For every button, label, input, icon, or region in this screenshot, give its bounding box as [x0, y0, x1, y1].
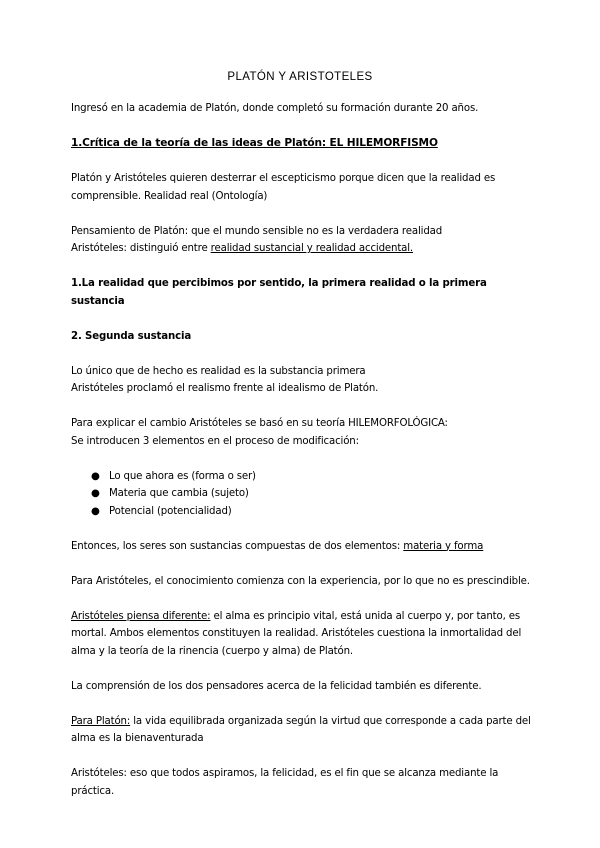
bullet-icon: ●: [91, 505, 100, 517]
document-title: PLATÓN Y ARISTOTELES: [227, 71, 373, 83]
thinks-underlined: Aristóteles piensa diferente:: [71, 610, 211, 622]
aristotle-line-1: Aristóteles: eso que todos aspiramos, la felicidad, es el fin que se alcanza mediante la: [71, 768, 499, 779]
first-reality-heading: 1.La realidad que percibimos por sentido, la primera realidad o la primera sustancia: [71, 278, 487, 307]
bullet-icon: ●: [91, 470, 100, 482]
list-item-text: Materia que cambia (sujeto): [109, 488, 249, 499]
bullet-icon: ●: [91, 488, 100, 499]
aristotle-line-2: práctica.: [71, 785, 115, 797]
happiness-paragraph: La comprensión de los dos pensadores acerca de la felicidad también es diferente.: [71, 680, 482, 692]
list-item: [71, 468, 541, 486]
list-item-text: Lo que ahora es (forma o ser): [109, 470, 256, 482]
beings-text: Entonces, los seres son sustancias compuestas de dos elementos:: [71, 540, 404, 552]
beings-underlined: materia y forma: [403, 540, 484, 552]
list-item: [71, 485, 541, 503]
thinks-line-2: mortal. Ambos elementos constituyen la realidad. Aristóteles cuestiona la inmortalidad del: [71, 628, 522, 639]
section-heading: 1.Crítica de la teoría de las ideas de Platón: EL HILEMORFISMO: [71, 137, 438, 149]
plato-underlined: Para Platón:: [71, 715, 131, 727]
knowledge-paragraph: Para Aristóteles, el conocimiento comienza con la experiencia, por lo que no es prescindible.: [71, 575, 530, 587]
list-item: [71, 503, 541, 521]
change-line-2: Se introducen 3 elementos en el proceso de modificación:: [71, 435, 359, 447]
aristotle-distinguished-text: Aristóteles: distinguió entre: [71, 243, 211, 254]
plato-thought: Pensamiento de Platón: que el mundo sensible no es la verdadera realidad: [71, 225, 443, 237]
aristotle-distinguished-underlined: realidad sustancial y realidad accidental.: [210, 243, 414, 254]
skepticism-line-2: comprensible. Realidad real (Ontología): [71, 190, 268, 202]
second-substance-heading: 2. Segunda sustancia: [71, 330, 192, 342]
thinks-line-3: alma y la teoría de la rinencia (cuerpo y alma) de Platón.: [71, 645, 354, 657]
aristotle-distinguished: [71, 240, 541, 258]
change-line-1: Para explicar el cambio Aristóteles se basó en su teoría HILEMORFOLÓGICA:: [71, 418, 448, 429]
only-real-line-1: Lo único que de hecho es realidad es la substancia primera: [71, 365, 366, 377]
elements-list: [71, 468, 541, 521]
intro-paragraph: Ingresó en la academia de Platón, donde completó su formación durante 20 años.: [71, 103, 479, 114]
beings-paragraph: [71, 538, 541, 556]
skepticism-line-1: Platón y Aristóteles quieren desterrar el escepticismo porque dicen que la realidad es: [71, 173, 496, 184]
document-body: [71, 100, 541, 800]
list-item-text: Potencial (potencialidad): [109, 505, 232, 517]
plato-line-1: [71, 713, 541, 731]
only-real-line-2: Aristóteles proclamó el realismo frente al idealismo de Platón.: [71, 383, 379, 394]
plato-line-2: alma es la bienaventurada: [71, 733, 204, 744]
thinks-line-1: [71, 608, 541, 626]
thinks-text: el alma es principio vital, está unida al cuerpo y, por tanto, es: [210, 610, 521, 622]
plato-text: la vida equilibrada organizada según la virtud que corresponde a cada parte del: [130, 715, 531, 727]
